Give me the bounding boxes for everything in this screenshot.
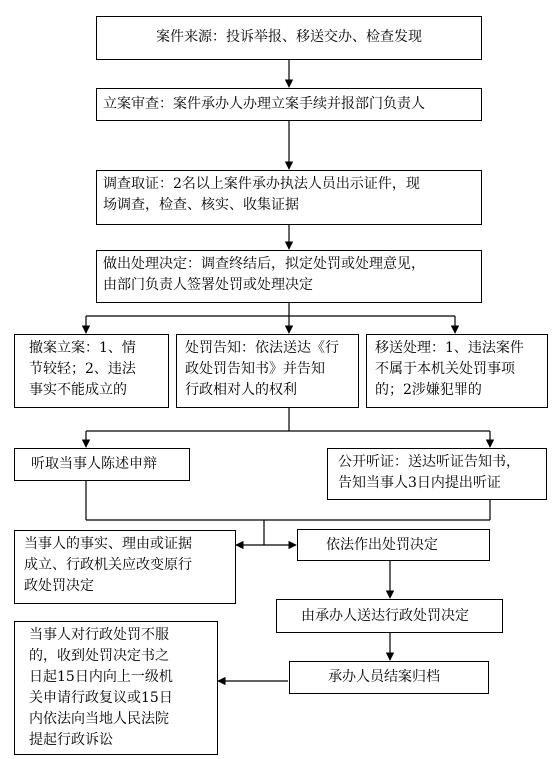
step-public-hearing: 公开听证：送达听证告知书， 告知当事人3日内提出听证 bbox=[327, 448, 547, 500]
step-hear-defense: 听取当事人陈述申辩 bbox=[14, 448, 190, 481]
step-lawful-decision: 依法作出处罚决定 bbox=[297, 529, 490, 561]
step-filing-review: 立案审查：案件承办人办理立案手续并报部门负责人 bbox=[96, 88, 482, 121]
step-revoke-case: 撤案立案：1、情 节较轻；2、违法 事实不能成立的 bbox=[14, 334, 169, 408]
step-make-decision: 做出处理决定：调查终结后，拟定处罚或处理意见， 由部门负责人签署处罚或处理决定 bbox=[96, 250, 482, 303]
step-appeal-rights: 当事人对行政处罚不服 的，收到处罚决定书之 日起15日内向上一级机 关申请行政复议或15日 内依法向当地人民法院 提起行政诉讼 bbox=[14, 621, 218, 755]
step-change-decision: 当事人的事实、理由或证据 成立、行政机关应改变原行 政处罚决定 bbox=[14, 530, 236, 604]
step-transfer: 移送处理：1、违法案件 不属于本机关处罚事项 的；2涉嫌犯罪的 bbox=[366, 334, 548, 408]
step-archive: 承办人员结案归档 bbox=[289, 661, 489, 694]
step-penalty-notice: 处罚告知：依法送达《行 政处罚告知书》并告知 行政相对人的权利 bbox=[176, 334, 359, 408]
step-investigation: 调查取证：2名以上案件承办执法人员出示证件，现 场调查，检查、核实、收集证据 bbox=[96, 170, 482, 225]
step-case-source: 案件来源：投诉举报、移送交办、检查发现 bbox=[96, 16, 482, 60]
step-deliver-decision: 由承办人送达行政处罚决定 bbox=[276, 599, 503, 633]
